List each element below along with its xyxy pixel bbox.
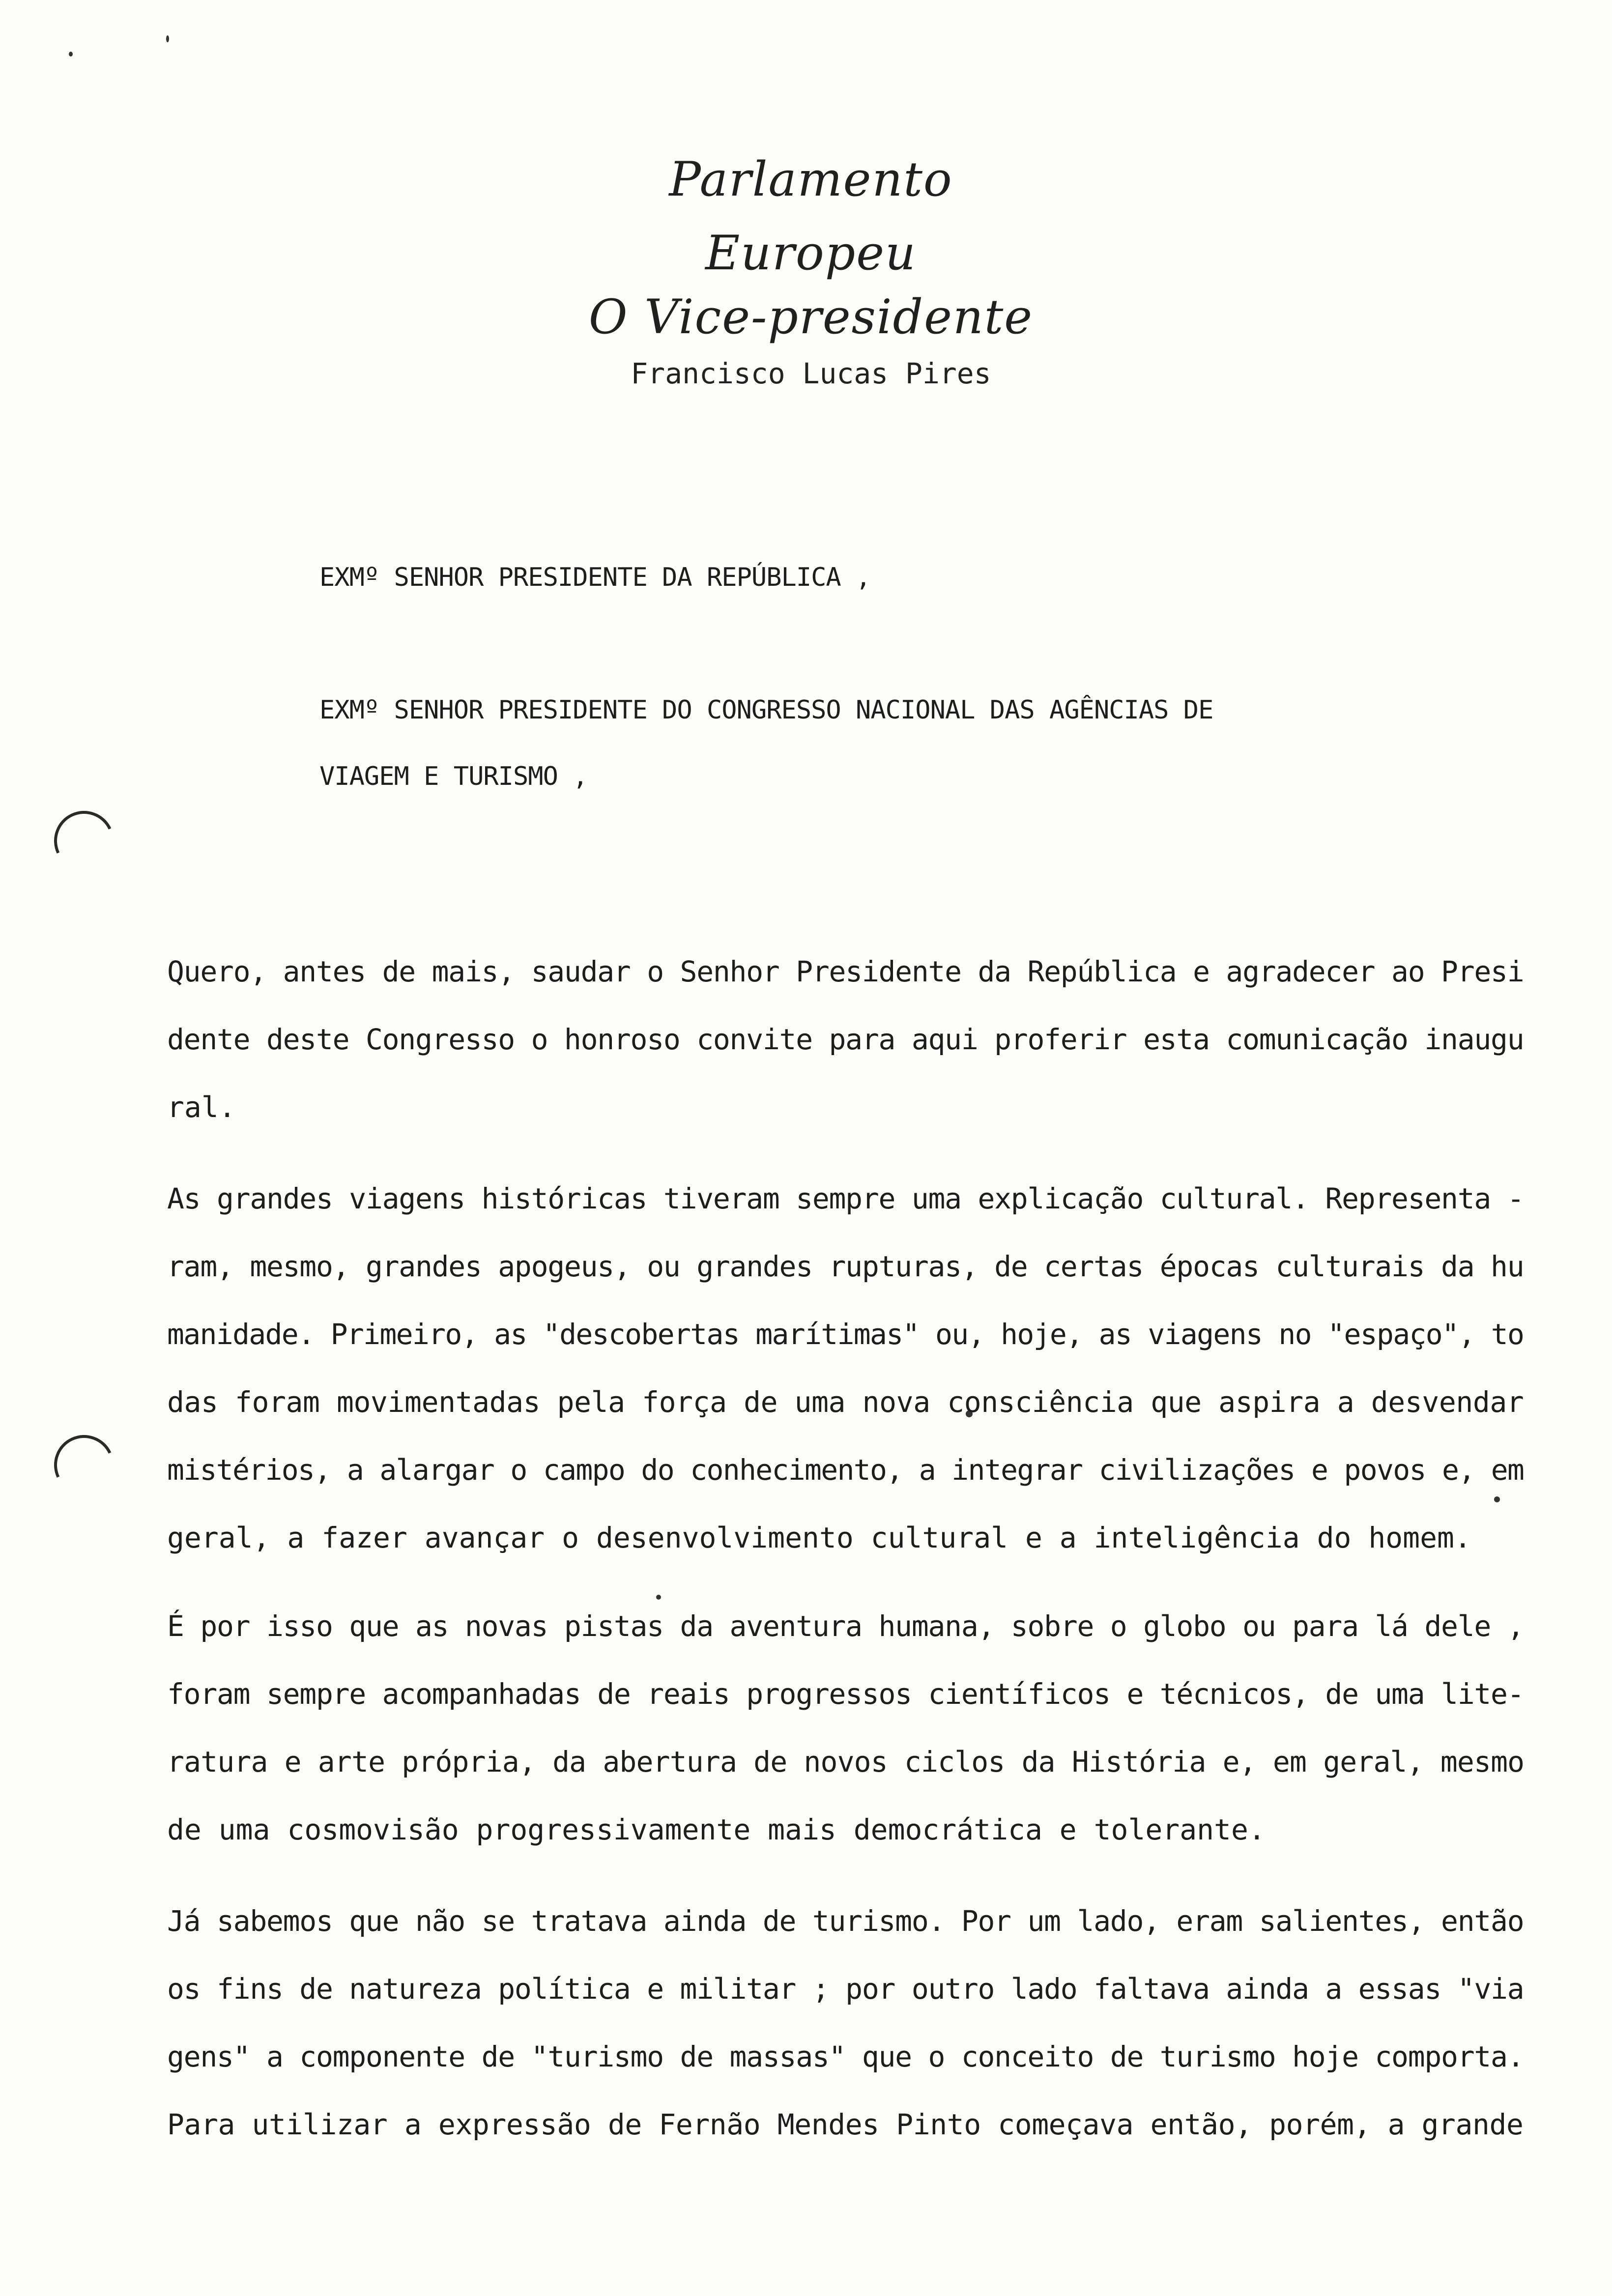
paragraph-1 [167,938,1524,1141]
text-line: mistérios, a alargar o campo do conhecimento, a integrar civilizações e povos e, em [167,1453,1524,1487]
text-line: Quero, antes de mais, saudar o Senhor Presidente da República e agradecer ao Presi [167,955,1524,988]
paragraph-2 [167,1165,1524,1572]
text-line: ratura e arte própria, da abertura de novos ciclos da História e, em geral, mesmo [167,1745,1525,1779]
salutation-president-congress-cont: VIAGEM E TURISMO , [319,762,588,791]
text-line: Já sabemos que não se tratava ainda de turismo. Por um lado, eram salientes, então [167,1904,1524,1938]
text-line: geral, a fazer avançar o desenvolvimento cultural e a inteligência do homem. [167,1521,1471,1554]
text-line: dente deste Congresso o honroso convite para aqui proferir esta comunicação inaugu [167,1023,1524,1056]
text-line: ram, mesmo, grandes apogeus, ou grandes rupturas, de certas épocas culturais da hu [167,1250,1524,1283]
letterhead-institution: Parlamento Europeu [669,152,953,281]
text-line: É por isso que as novas pistas da aventura humana, sobre o globo ou para lá dele , [167,1609,1524,1643]
text-line: gens" a componente de "turismo de massas" que o conceito de turismo hoje comporta. [167,2040,1524,2073]
text-line: foram sempre acompanhadas de reais progressos científicos e técnicos, de uma lite- [167,1677,1524,1711]
letterhead-name: Francisco Lucas Pires [631,357,991,390]
salutation-president-congress: EXMº SENHOR PRESIDENTE DO CONGRESSO NACIONAL DAS AGÊNCIAS DE [319,695,1213,725]
text-line: Para utilizar a expressão de Fernão Mendes Pinto começava então, porém, a grande [167,2108,1524,2141]
hole-punch-mark [46,1427,122,1503]
text-line: de uma cosmovisão progressivamente mais democrática e tolerante. [167,1813,1266,1846]
salutation-president-republic: EXMº SENHOR PRESIDENTE DA REPÚBLICA , [319,563,871,592]
scan-speck [69,52,73,57]
hole-punch-mark [46,803,122,879]
letterhead-title: O Vice-presidente [588,289,1034,344]
text-line: manidade. Primeiro, as "descobertas marítimas" ou, hoje, as viagens no "espaço", to [167,1318,1524,1351]
letterhead [565,143,1057,393]
scan-speck [166,35,169,42]
text-line: As grandes viagens históricas tiveram sempre uma explicação cultural. Representa - [167,1182,1524,1215]
text-line: das foram movimentadas pela força de uma nova consciência que aspira a desvendar [167,1385,1524,1419]
text-line: ral. [167,1091,236,1124]
text-line: os fins de natureza política e militar ; por outro lado faltava ainda a essas "via [167,1972,1524,2006]
paragraph-4 [167,1887,1524,2158]
paragraph-3 [167,1592,1524,1864]
